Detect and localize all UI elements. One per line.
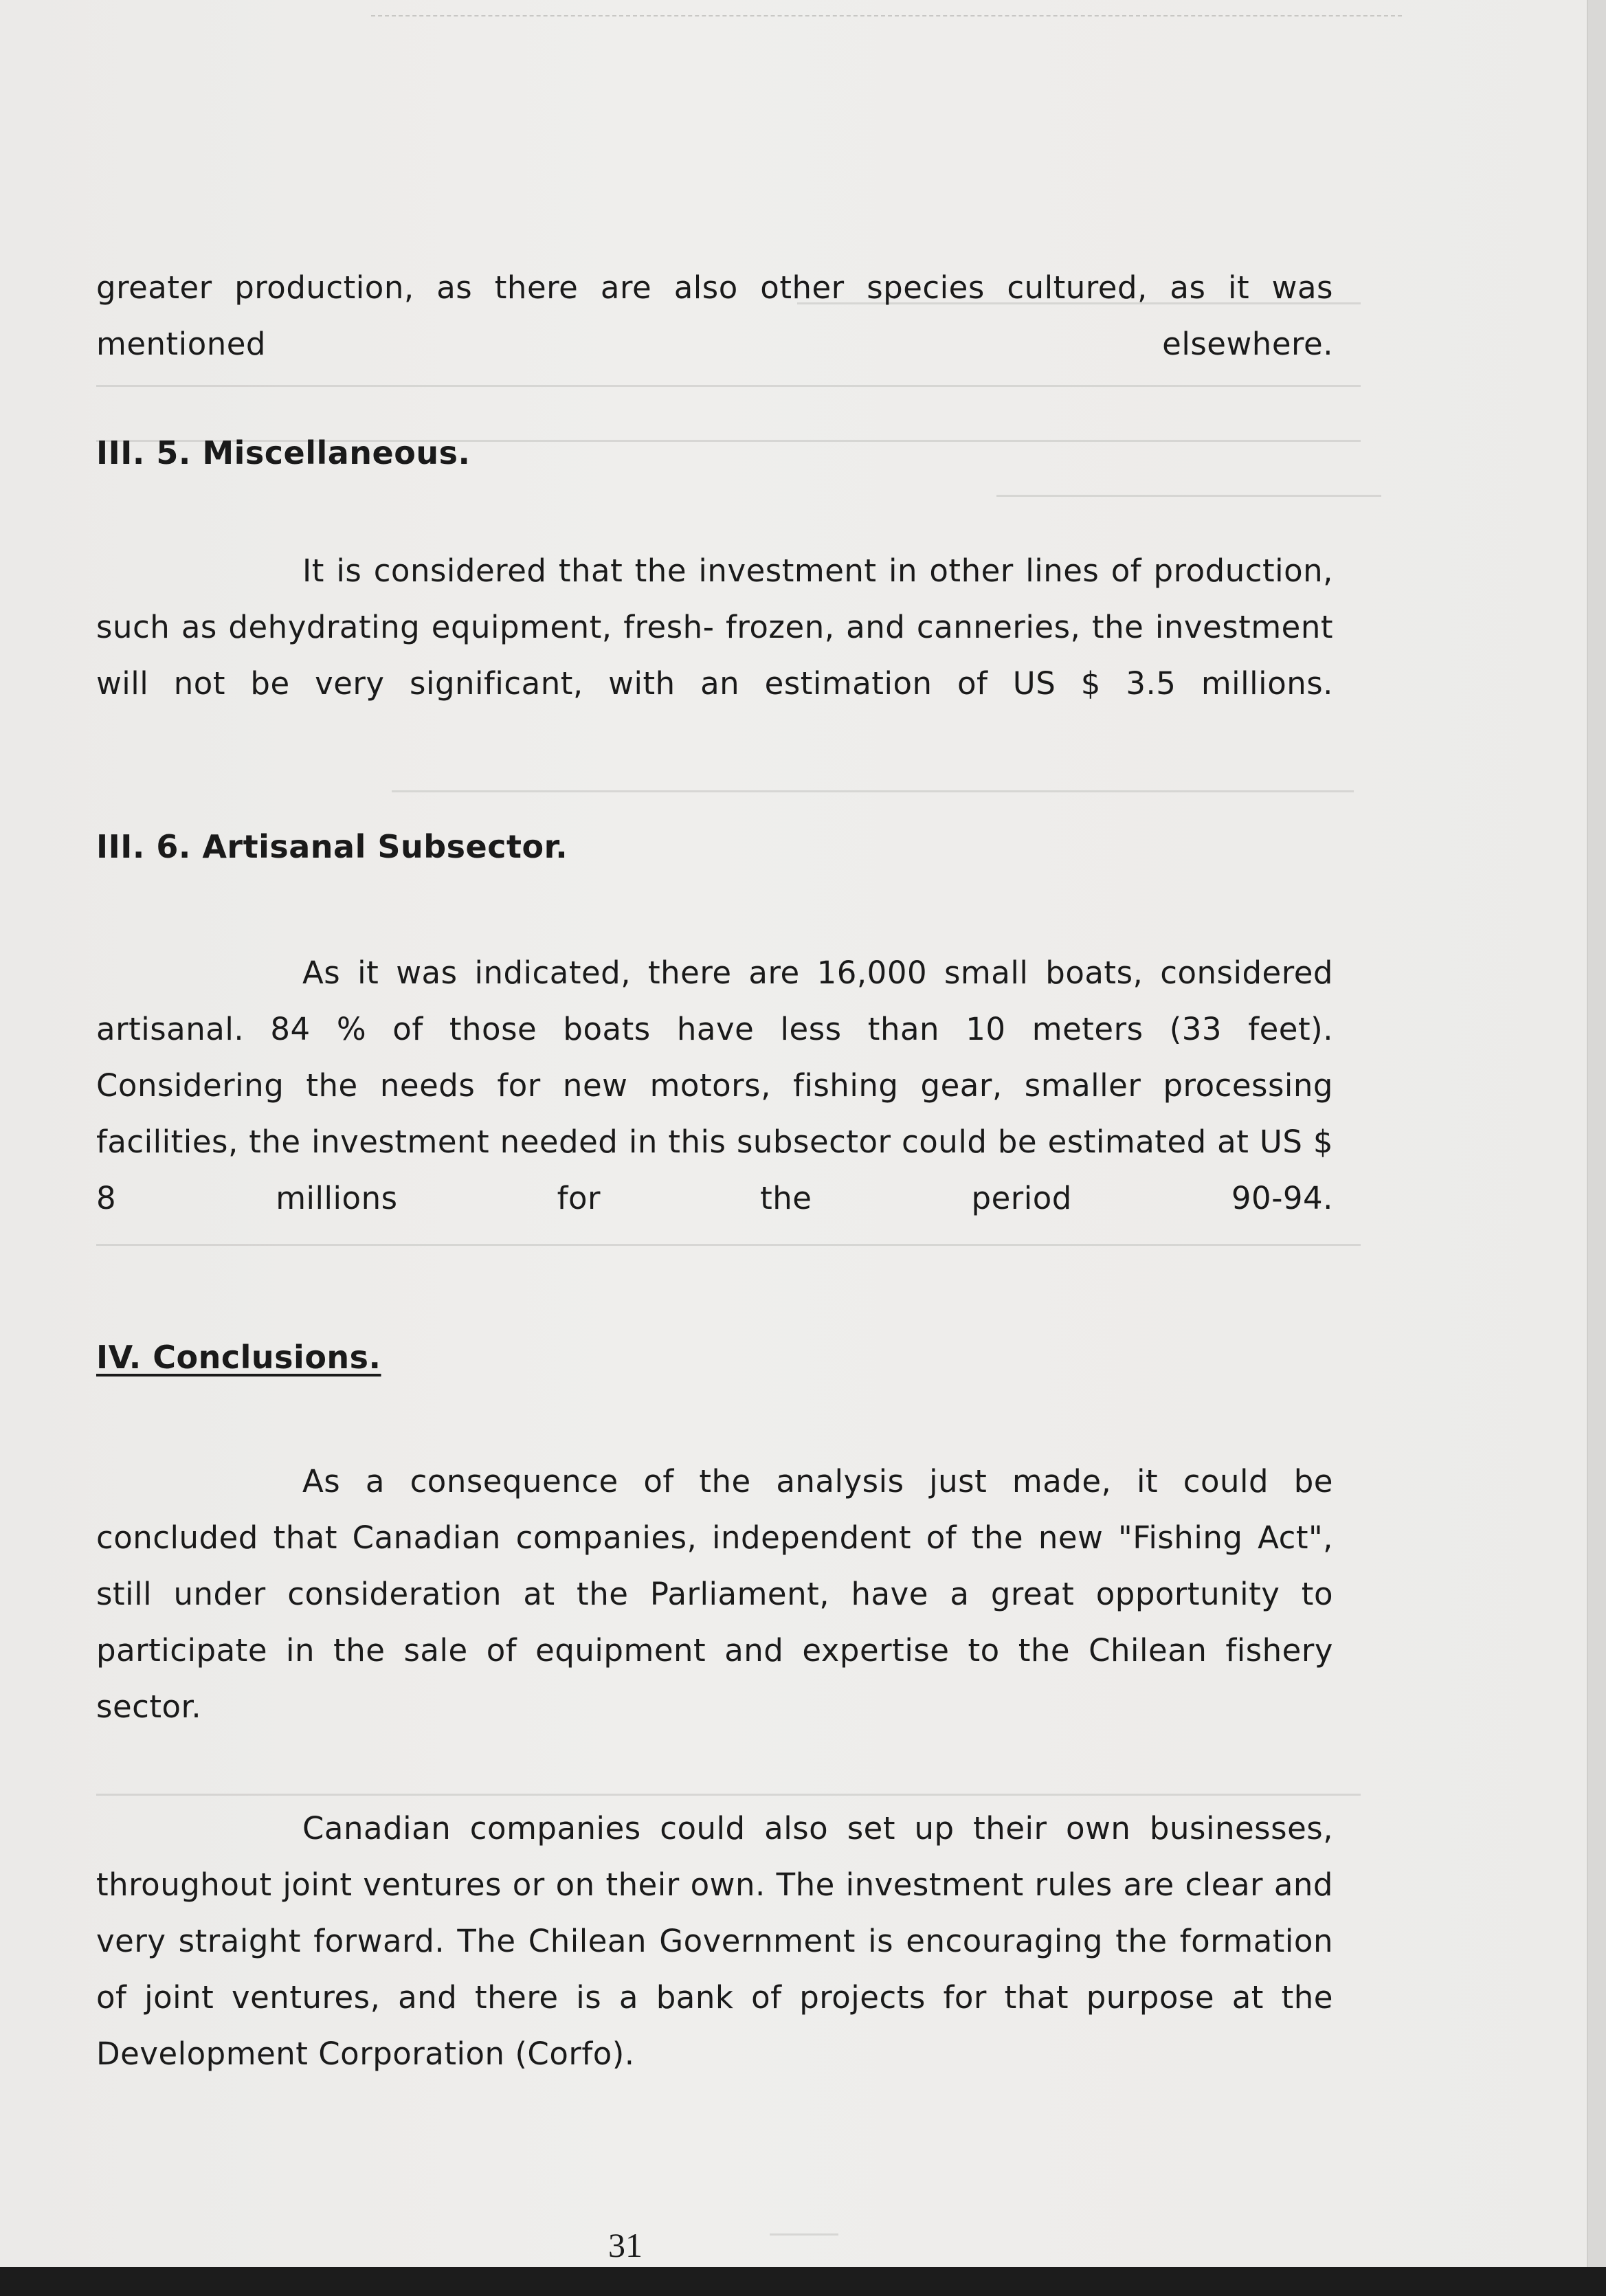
page-number: 31 [608, 2226, 643, 2264]
bleed-through [96, 1244, 1361, 1273]
bleed-through [996, 495, 1381, 524]
conclusions-paragraph-1: As a consequence of the analysis just made, it could be concluded that Canadian companies, independent of the new "Fishing Act", still under consideration at the Parliament, have a great opportunity to participate in the sale of equipment and expertise to the Chilean fishery sector. [96, 1463, 1333, 1725]
scan-bottom-band [0, 2267, 1606, 2296]
bleed-through [96, 385, 1361, 414]
conclusions-paragraph-2: Canadian companies could also set up their own businesses, throughout joint ventures or on their own. The investment rules are clear and very straight forward. The Chilean Government is encouraging the formation of joint ventures, and there is a bank of projects for that purpose at the Development Corporation (Corfo). [96, 1810, 1333, 2072]
bleed-through [392, 790, 1354, 820]
artisanal-body: As it was indicated, there are 16,000 small boats, considered artisanal. 84 % of those boats have less than 10 meters (33 feet). Considering the needs for new motors, fishing gear, smaller processing facilities, the investment needed in this subsector could be estimated at US $ 8 millions for the period 90-94. [96, 955, 1333, 1216]
heading-artisanal-subsector: III. 6. Artisanal Subsector. [96, 828, 568, 865]
scan-right-edge [1587, 0, 1606, 2296]
miscellaneous-body: It is considered that the investment in other lines of production, such as dehydrating equipment, fresh- frozen, and canneries, the investment will not be very significant, with an estimation of US $ 3.5 millions. [96, 553, 1333, 702]
heading-miscellaneous: III. 5. Miscellaneous. [96, 434, 471, 471]
scan-top-marks [371, 15, 1402, 19]
heading-conclusions: IV. Conclusions. [96, 1339, 381, 1376]
continued-paragraph: greater production, as there are also other species cultured, as it was mentioned elsewhere. [96, 269, 1333, 362]
